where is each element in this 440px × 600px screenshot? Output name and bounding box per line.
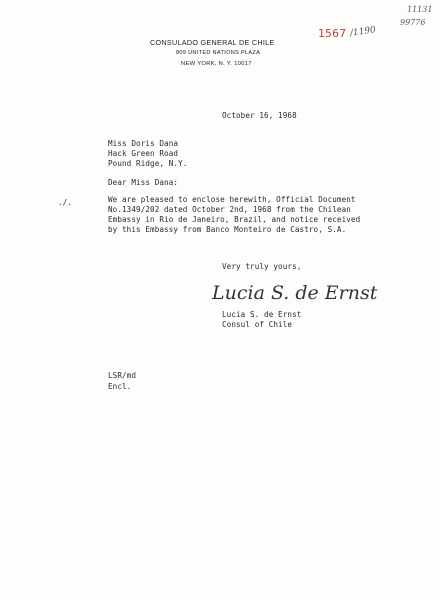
closing: Very truly yours, [222,262,302,271]
signer-title: Consul of Chile [222,320,293,329]
letterhead-name: CONSULADO GENERAL DE CHILE [150,38,275,47]
letterhead-address: 809 UNITED NATIONS PLAZA [176,50,261,56]
body-line: Embassy in Rio de Janeiro, Brazil, and notice received [108,215,361,224]
recipient-line: Hack Green Road [108,149,179,158]
salutation: Dear Miss Dana: [108,178,179,187]
letterhead-city: NEW YORK, N. Y. 10017 [181,61,252,67]
archive-number-bottom: 99776 [400,18,426,27]
signer-name: Lucia S. de Ernst [222,310,302,319]
handwritten-signature: Lucia S. de Ernst [212,282,378,304]
archive-number-top: 11131 [407,5,433,14]
body-line: No.1349/202 dated October 2nd, 1968 from the Chilean [108,205,351,214]
reference-handwritten: /1190 [349,25,377,39]
enclosure-margin-mark: ./. [58,198,73,207]
enclosure-note: Encl. [108,382,132,391]
recipient-line: Pound Ridge, N.Y. [108,159,188,168]
letter-date: October 16, 1968 [222,111,297,120]
body-line: by this Embassy from Banco Monteiro de Castro, S.A. [108,225,347,234]
body-line: We are pleased to enclose herewith, Official Document [108,195,356,204]
reference-stamp: 1567 [318,27,347,40]
recipient-line: Miss Doris Dana [108,139,179,148]
typist-initials: LSR/md [108,371,137,380]
